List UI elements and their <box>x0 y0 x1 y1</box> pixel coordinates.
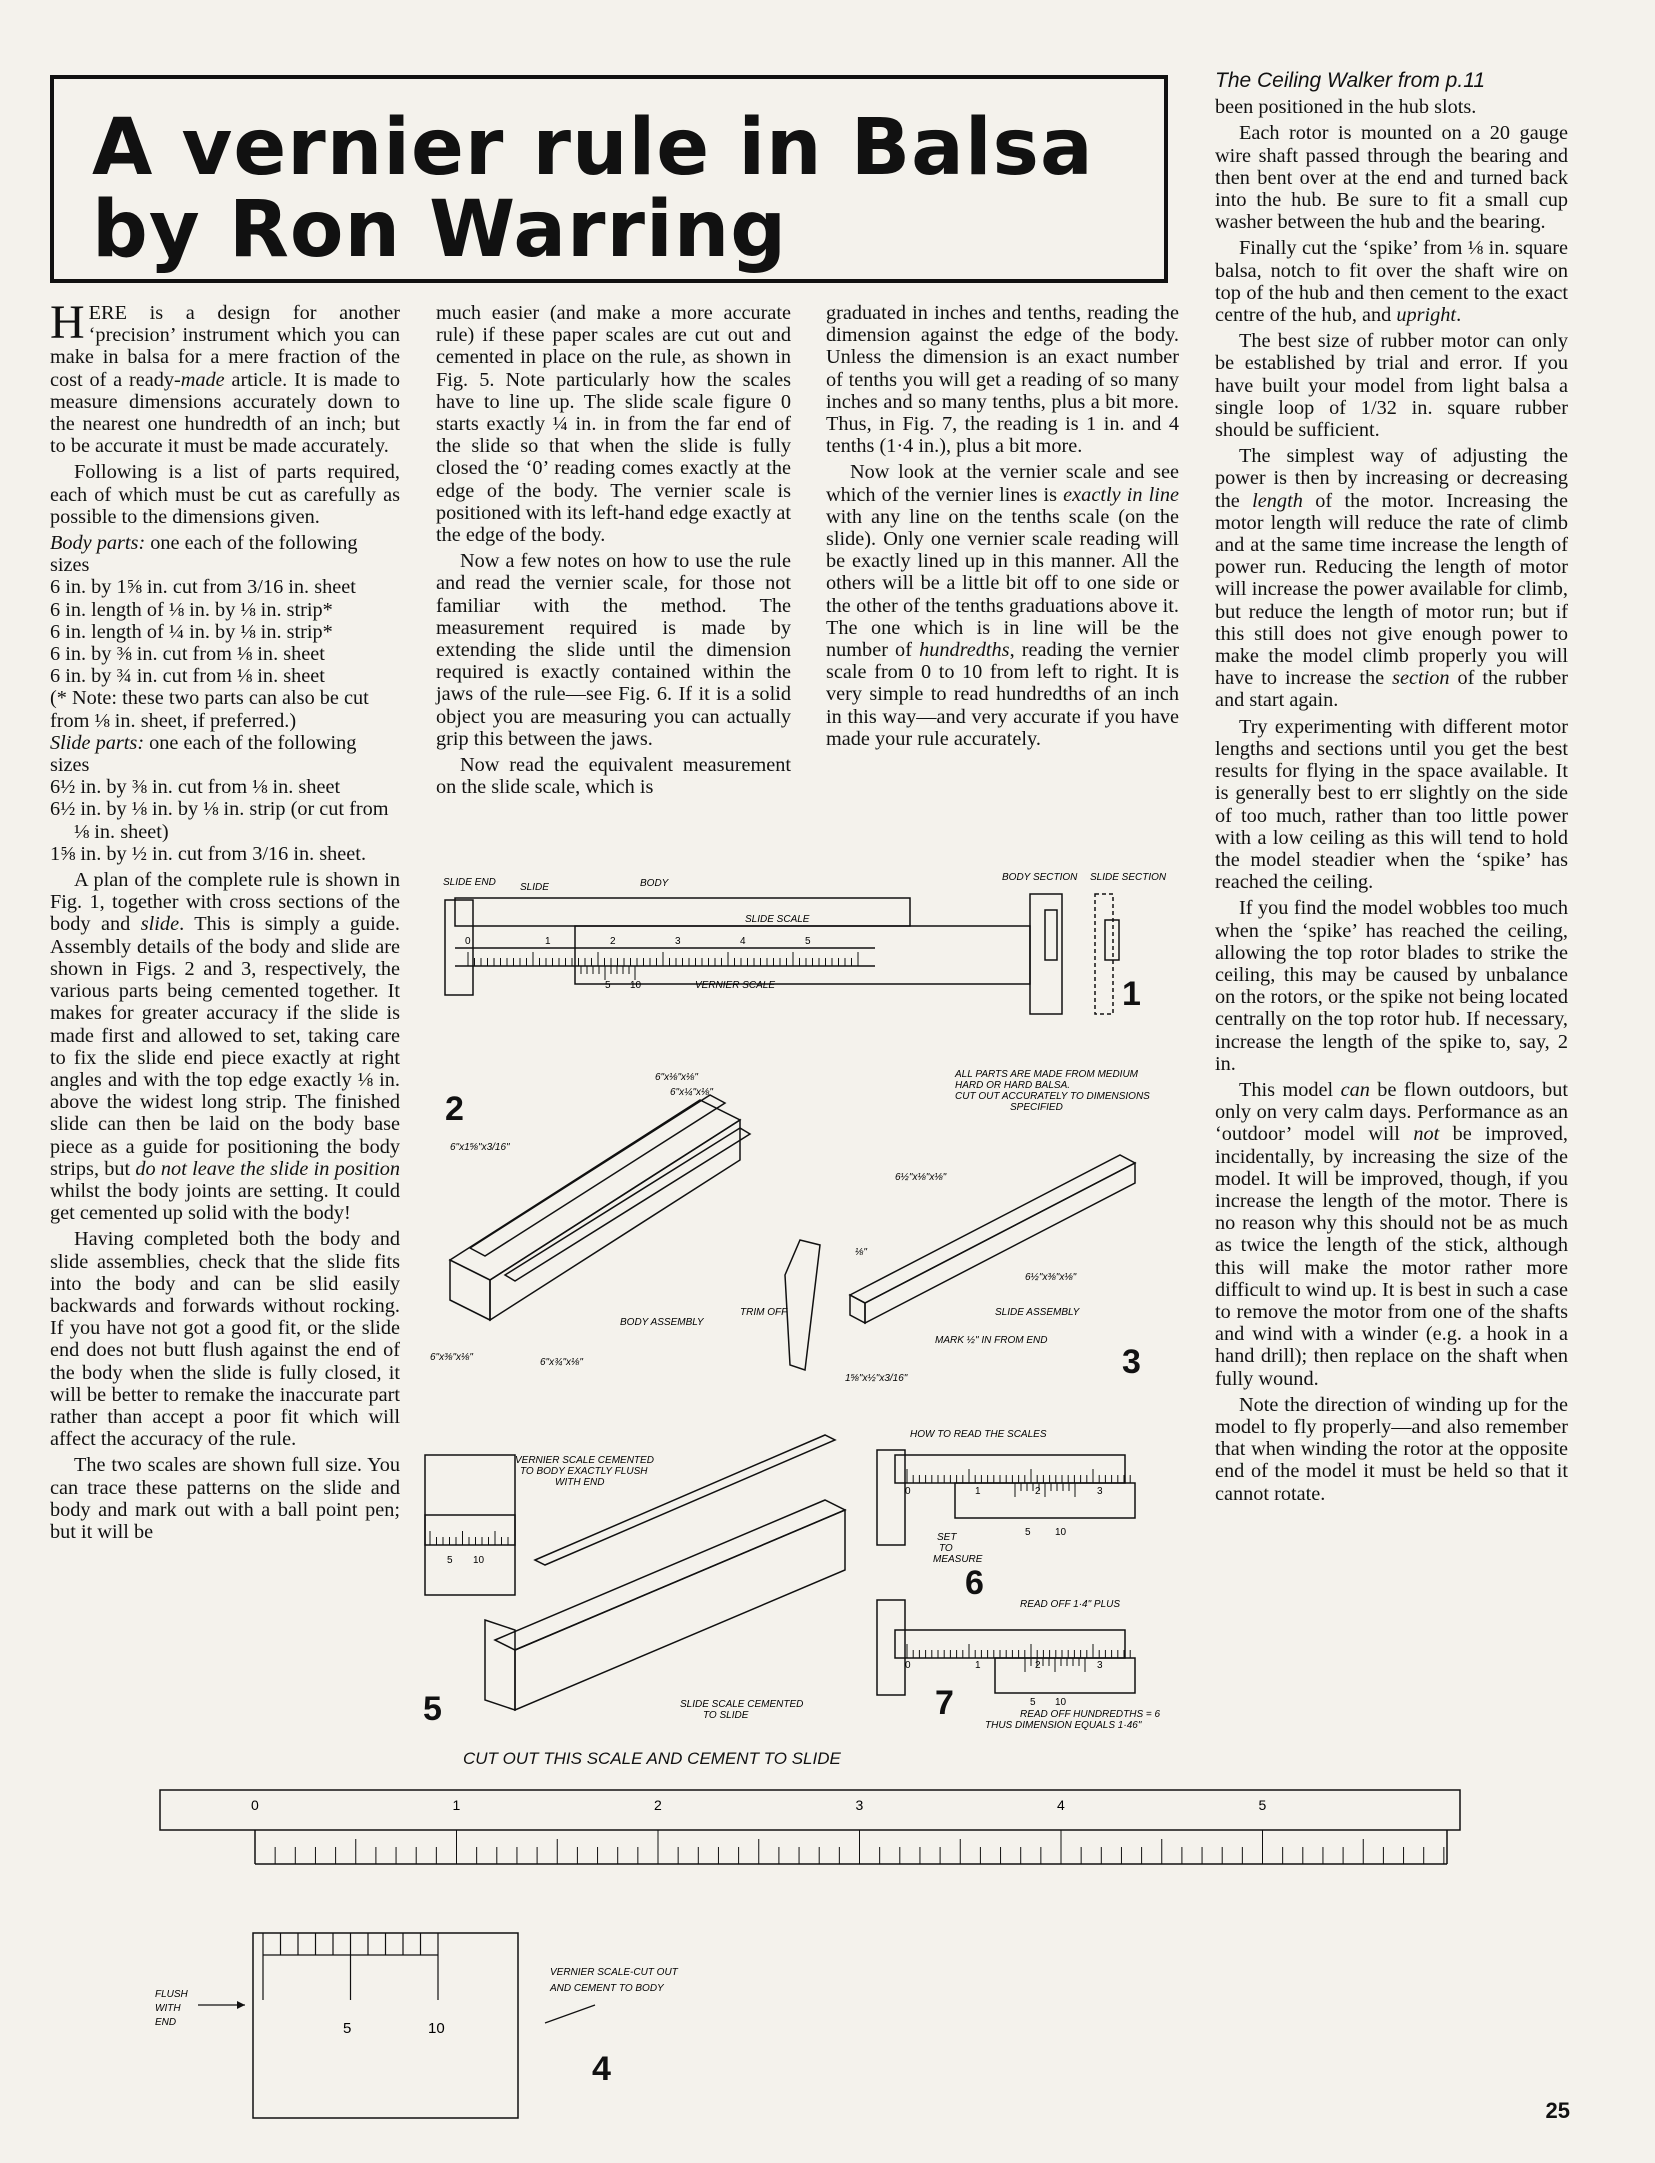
body-section-label: BODY SECTION <box>1002 872 1078 883</box>
figure-number: 6 <box>965 1564 984 1602</box>
svg-text:1: 1 <box>975 1660 981 1671</box>
article-byline: by Ron Warring <box>92 185 788 275</box>
list-item: 6 in. by ⅜ in. cut from ⅛ in. sheet <box>50 643 325 666</box>
note: (* Note: these two parts can also be cut from ⅛ in. sheet, if preferred.) <box>50 687 369 732</box>
vernier-number: 10 <box>428 2020 445 2037</box>
figure-number: 3 <box>1122 1343 1141 1381</box>
slide-note: SLIDE SCALE CEMENTED TO SLIDE <box>680 1699 804 1721</box>
slide-parts-heading: Slide parts: one each of the following sizes <box>50 731 357 777</box>
dimension-label: 6"x¼"x⅛" <box>670 1087 713 1098</box>
paragraph: Now a few notes on how to use the rule and read the vernier scale, for those not familiar with the method. The measurement required is made by extending the slide until the dimension required is exactly contained within the jaws of the rule—see Fig. 6. If it is a solid object you are measuring you can actually grip this between the jaws. <box>436 550 791 750</box>
column-2 <box>436 302 791 802</box>
scale-number: 3 <box>675 936 681 947</box>
thus-label: THUS DIMENSION EQUALS 1·46" <box>985 1720 1142 1731</box>
dimension-label: 6½"x⅛"x⅛" <box>895 1172 947 1183</box>
set-label: SET TO MEASURE <box>933 1532 983 1565</box>
list-item: 6½ in. by ⅛ in. by ⅛ in. strip (or cut from ⅛ in. sheet) <box>50 798 389 843</box>
list-item: 6 in. by 1⅝ in. cut from 3/16 in. sheet <box>50 576 356 599</box>
scale-number: 1 <box>452 1797 461 1813</box>
figure-6-how-to-read <box>875 1425 1145 1600</box>
vernier-number: 5 <box>343 2020 352 2037</box>
body-parts-heading: Body parts: one each of the following sizes <box>50 532 358 577</box>
paragraph: graduated in inches and tenths, reading the dimension against the edge of the body. Unless the dimension is an exact number of tenths you will get a reading of so many inches and so many tenths, plus a bit more. Thus, in Fig. 7, the reading is 1 in. and 4 tenths (1·4 in.), plus a bit more. <box>826 302 1179 458</box>
paragraph: Each rotor is mounted on a 20 gauge wire shaft passed through the bearing and then bent over at the end and turned back into the hub. Be sure to fit a small cup washer between the hub and the bearing. <box>1215 122 1568 234</box>
trim-off-label: TRIM OFF <box>740 1307 788 1318</box>
paragraph: The two scales are shown full size. You can trace these patterns on the slide and body and mark out with a ball point pen; but it will be <box>50 1454 400 1543</box>
slide-assembly-label: SLIDE ASSEMBLY <box>995 1307 1080 1318</box>
scale-number: 4 <box>740 936 746 947</box>
dimension-label: 6"x⅜"x⅛" <box>430 1352 473 1363</box>
scale-number: 3 <box>855 1797 864 1813</box>
intro-paragraph: HERE is a design for another ‘precision’ instrument which you can make in balsa for a mere fraction of the cost of a ready-made article. It is made to measure dimensions accurately down to the nearest one hundredth of an inch; but to be accurate it must be made accurately. <box>50 296 400 458</box>
read-off-label: READ OFF 1·4" PLUS <box>1020 1599 1121 1610</box>
read-hundredths-label: READ OFF HUNDREDTHS = 6 <box>1020 1709 1161 1720</box>
figure-number: 2 <box>445 1090 464 1128</box>
paragraph: The simplest way of adjusting the power is then by increasing or decreasing the length of the motor. Increasing the motor length will reduce the rate of climb and at the same time increase the length of power run. Reducing the length of motor will increase the power available for climb, but reduce the length of motor run; but if this still does not give enough power to make the model climb properly you will have to increase the section of the rubber and start again. <box>1215 445 1568 712</box>
continuation-header: The Ceiling Walker from p.11 <box>1215 69 1485 92</box>
paragraph: Now look at the vernier scale and see which of the vernier lines is exactly in line with any line on the tenths scale (on the slide). Only one vernier scale reading will be exactly lined up in this manner. All the others will be a little bit off to one side or the other of the tenths graduations above it. The one which is in line will be the number of hundredths, reading the vernier scale from 0 to 10 from left to right. It is very simple to read hundredths of an inch in this way—and very accurate if you have made your rule accurately. <box>826 461 1179 750</box>
slide-scale-label: SLIDE SCALE <box>745 914 810 925</box>
vernier-number: 10 <box>630 980 642 991</box>
scale-number: 1 <box>545 936 551 947</box>
column-3 <box>826 302 1179 754</box>
figure-7-reading-example <box>875 1595 1161 1745</box>
scale-number: 2 <box>654 1797 662 1813</box>
svg-text:10: 10 <box>1055 1527 1067 1538</box>
cut-out-slide-scale <box>155 1775 1470 1870</box>
body-label: BODY <box>640 878 669 889</box>
column-1 <box>50 296 400 1547</box>
vernier-number: 5 <box>447 1555 453 1566</box>
scale-number: 0 <box>251 1797 259 1813</box>
svg-text:2: 2 <box>1035 1486 1041 1497</box>
mark-label: MARK ½" IN FROM END <box>935 1335 1048 1346</box>
page-number: 25 <box>1545 2098 1570 2123</box>
dimension-label: ⅛" <box>855 1247 867 1258</box>
svg-text:3: 3 <box>1097 1660 1103 1671</box>
paragraph: Note the direction of winding up for the model to fly properly—and also remember that when winding the rotor at the opposite end of the model it must be held so that it cannot rotate. <box>1215 1393 1568 1505</box>
dimension-label: 6½"x⅜"x⅛" <box>1025 1272 1077 1283</box>
cut-out-scale-label: CUT OUT THIS SCALE AND CEMENT TO SLIDE <box>463 1749 841 1768</box>
figure-1-plan <box>435 870 1167 1030</box>
drop-cap: H <box>50 296 85 349</box>
slide-section-label: SLIDE SECTION <box>1090 872 1167 883</box>
vernier-number: 10 <box>473 1555 485 1566</box>
figure-3-slide-assembly <box>740 1065 1170 1385</box>
svg-text:5: 5 <box>1025 1527 1031 1538</box>
paragraph: Finally cut the ‘spike’ from ⅛ in. square balsa, notch to fit over the shaft wire on top of the hub and then cement to the exact centre of the hub, and upright. <box>1215 237 1568 327</box>
figure-5-scales-cemented <box>425 1420 865 1730</box>
scale-number: 4 <box>1057 1797 1065 1813</box>
paragraph: If you find the model wobbles too much when the ‘spike’ has reached the ceiling, allowing the top rotor blades to strike the ceiling, this may be caused by unbalance on the rotors, or the spike not being located centrally on the top rotor hub. If necessary, increase the length of the spike to, say, 2 in. <box>1215 897 1568 1075</box>
scale-number: 5 <box>805 936 811 947</box>
paragraph: Now read the equivalent measurement on the slide scale, which is <box>436 754 791 799</box>
slide-label: SLIDE <box>520 882 549 893</box>
list-item: 1⅝ in. by ½ in. cut from 3/16 in. sheet. <box>50 842 367 865</box>
paragraph: been positioned in the hub slots. <box>1215 96 1477 119</box>
fig6-heading: HOW TO READ THE SCALES <box>910 1429 1047 1440</box>
paragraph: The best size of rubber motor can only be established by trial and error. If you have built your model from light balsa a single loop of 1/32 in. square rubber should be sufficient. <box>1215 330 1568 442</box>
figure-number: 5 <box>423 1690 442 1728</box>
body-assembly-label: BODY ASSEMBLY <box>620 1317 704 1328</box>
paragraph: A plan of the complete rule is shown in Fig. 1, together with cross sections of the body and slide. This is simply a guide. Assembly details of the body and slide are shown in Figs. 2 and 3, respectively, the various parts being cemented together. It makes for greater accuracy if the slide is made first and allowed to set, taking care to fix the slide end piece exactly at right angles and with the top edge exactly ⅛ in. above the widest long strip. The finished slide can then be laid on the body base piece as a guide for positioning the body strips, but do not leave the slide in position whilst the body joints are setting. It could get cemented up solid with the body! <box>50 869 400 1225</box>
paragraph: Following is a list of parts required, each of which must be cut as carefully as possible to the dimensions given. <box>50 461 400 528</box>
paragraph: Having completed both the body and slide assemblies, check that the slide fits into the body and can be slid easily backwards and forwards without rocking. If you have not got a good fit, or the slide end does not butt flush against the end of the body when the slide is fully closed, it will be better to remake the inaccurate part rather than accept a poor fit which will affect the accuracy of the rule. <box>50 1228 400 1451</box>
paragraph: much easier (and make a more accurate rule) if these paper scales are cut out and cemented in place on the rule, as shown in Fig. 5. Note particularly how the scales have to line up. The slide scale figure 0 starts exactly ¼ in. in from the far end of the slide so that when the slide is fully closed the ‘0’ reading comes exactly at the edge of the body. The vernier scale is positioned with its left-hand edge exactly at the edge of the body. <box>436 302 791 547</box>
scale-number: 5 <box>1258 1797 1267 1813</box>
svg-text:0: 0 <box>905 1486 911 1497</box>
list-item: 6 in. by ¾ in. cut from ⅛ in. sheet <box>50 665 325 688</box>
figure-2-body-assembly <box>430 1060 770 1380</box>
svg-text:10: 10 <box>1055 1697 1067 1708</box>
vernier-note: VERNIER SCALE CEMENTED TO BODY EXACTLY FLUSH WITH END <box>515 1455 654 1488</box>
flush-label: FLUSH WITH END <box>155 1989 188 2028</box>
article-title: A vernier rule in Balsa <box>92 103 1094 193</box>
figure-4-vernier-scale <box>150 1925 800 2120</box>
svg-text:1: 1 <box>975 1486 981 1497</box>
paragraph: Try experimenting with different motor lengths and sections until you get the best results for flying in the space available. It is generally best to err slightly on the side of too much, rather than too little power with a low ceiling as this will tend to hold the model steadier when the ‘spike’ has reached the ceiling. <box>1215 715 1568 894</box>
dimension-label: 6"x¾"x⅛" <box>540 1357 583 1368</box>
svg-text:3: 3 <box>1097 1486 1103 1497</box>
column-4 <box>1215 70 1568 1509</box>
figure-number: 1 <box>1122 975 1141 1013</box>
dimension-label: 6"x⅛"x⅛" <box>655 1072 698 1083</box>
slide-end-label: SLIDE END <box>443 877 496 888</box>
dimension-label: 6"x1⅝"x3/16" <box>450 1142 510 1153</box>
list-item: 6½ in. by ⅜ in. cut from ⅛ in. sheet <box>50 776 341 799</box>
svg-text:5: 5 <box>1030 1697 1036 1708</box>
vernier-number: 5 <box>605 980 611 991</box>
scale-number: 0 <box>465 936 471 947</box>
figure-number: 4 <box>592 2050 611 2088</box>
title-box <box>50 75 1168 283</box>
svg-text:0: 0 <box>905 1660 911 1671</box>
vernier-scale-label: VERNIER SCALE <box>695 980 776 991</box>
list-item: 6 in. length of ⅛ in. by ⅛ in. strip* <box>50 598 333 621</box>
vernier-cut-label: VERNIER SCALE-CUT OUT AND CEMENT TO BODY <box>550 1967 678 1994</box>
figure-number: 7 <box>935 1684 954 1722</box>
dimension-label: 1⅝"x½"x3/16" <box>845 1373 908 1384</box>
list-item: 6 in. length of ¼ in. by ⅛ in. strip* <box>50 620 333 643</box>
svg-text:2: 2 <box>1035 1660 1041 1671</box>
paragraph: This model can be flown outdoors, but only on very calm days. Performance as an ‘outdoor’ model will not be improved, incidentally, by increasing the size of the model. It will be improved, though, if you increase the length of the motor. There is no reason why this should not be as much as twice the length of the stick, although this will make the motor rather more difficult to wind up. It is best in such a case to remove the motor from one of the shafts and wind with a winder (e.g. a hook in a hand drill); then replace on the shaft when fully wound. <box>1215 1078 1568 1390</box>
material-note: ALL PARTS ARE MADE FROM MEDIUM HARD OR HARD BALSA. CUT OUT ACCURATELY TO DIMENSIONS SPECIFIED <box>955 1069 1150 1113</box>
scale-number: 2 <box>610 936 616 947</box>
